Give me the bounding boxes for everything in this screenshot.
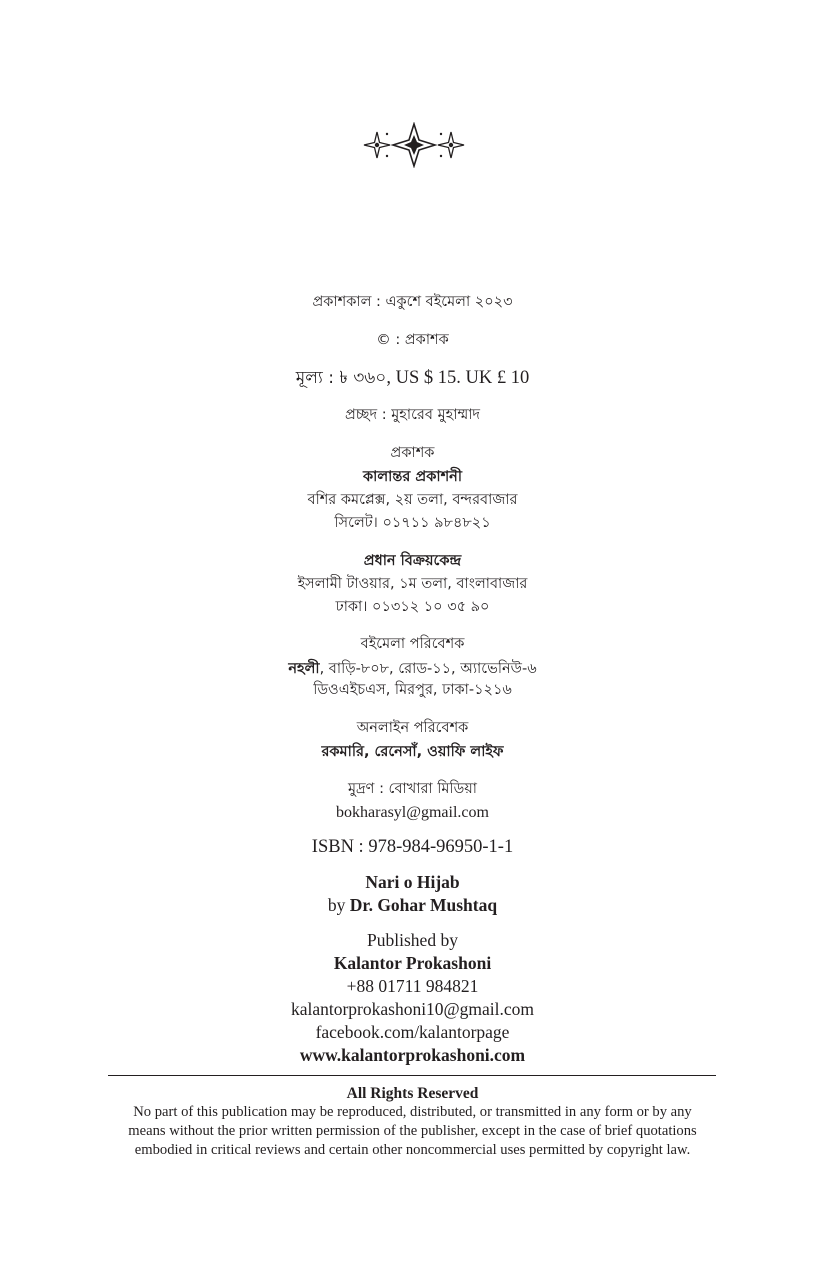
facebook-link[interactable]: facebook.com/kalantorpage <box>315 1022 510 1042</box>
publisher-name-en: Kalantor Prokashoni <box>333 953 492 973</box>
divider <box>108 1075 716 1076</box>
author-line <box>0 897 825 915</box>
publisher-heading: প্রকাশক <box>390 445 435 461</box>
publisher-name: কালান্তর প্রকাশনী <box>363 469 462 485</box>
main-sales-city-phone: ঢাকা। ০১৩১২ ১০ ৩৫ ৯০ <box>335 599 490 615</box>
by-prefix: by <box>327 895 350 915</box>
fair-distributor-name: নহলী <box>288 661 320 677</box>
printer-email: bokharasyl@gmail.com <box>336 804 489 821</box>
ornament-icon <box>362 122 466 168</box>
book-title: Nari o Hijab <box>365 872 460 892</box>
online-distributor-names: রকমারি, রেনেসাঁ, ওয়াফি লাইফ <box>321 744 504 760</box>
rights-text-line-1: No part of this publication may be reproduced, distributed, or transmitted in any form or by any <box>133 1104 692 1120</box>
published-by: Published by <box>367 930 458 950</box>
printer-credit: মুদ্রণ : বোখারা মিডিয়া <box>348 781 477 797</box>
isbn: ISBN : 978-984-96950-1-1 <box>311 837 514 857</box>
price-line <box>0 369 825 388</box>
rights-text-line-3: embodied in critical reviews and certain other noncommercial uses permitted by copyright law. <box>134 1142 691 1158</box>
publisher-email-en: kalantorprokashoni10@gmail.com <box>290 999 535 1019</box>
price-bdt: মূল্য : ৳ ৩৬০ <box>295 368 387 388</box>
online-distributor-heading: অনলাইন পরিবেশক <box>356 720 469 736</box>
fair-distributor-heading: বইমেলা পরিবেশক <box>360 636 465 652</box>
publisher-address: বশির কমপ্লেক্স, ২য় তলা, বন্দরবাজার <box>307 492 518 508</box>
website-link[interactable]: www.kalantorprokashoni.com <box>299 1045 526 1065</box>
copyright-line: © : প্রকাশক <box>376 332 449 348</box>
rights-heading: All Rights Reserved <box>346 1085 479 1102</box>
author-name: Dr. Gohar Mushtaq <box>349 895 498 915</box>
main-sales-address: ইসলামী টাওয়ার, ১ম তলা, বাংলাবাজার <box>297 576 528 592</box>
fair-distributor-line <box>0 660 825 677</box>
publisher-city-phone: সিলেট। ০১৭১১ ৯৮৪৮২১ <box>334 515 491 531</box>
fair-distributor-address: , বাড়ি-৮০৮, রোড-১১, অ্যাভেনিউ-৬ <box>319 661 537 677</box>
cover-credit: প্রচ্ছদ : মুহারেব মুহাম্মাদ <box>344 407 481 423</box>
publication-date: প্রকাশকাল : একুশে বইমেলা ২০২৩ <box>312 294 513 310</box>
main-sales-heading: প্রধান বিক্রয়কেন্দ্র <box>363 553 462 569</box>
publisher-phone-en: +88 01711 984821 <box>346 976 479 996</box>
fair-distributor-address-2: ডিওএইচএস, মিরপুর, ঢাকা-১২১৬ <box>313 682 512 698</box>
rights-text-line-2: means without the prior written permission of the publisher, except in the case of brief quotations <box>128 1123 697 1139</box>
price-foreign: , US $ 15. UK £ 10 <box>386 368 530 388</box>
